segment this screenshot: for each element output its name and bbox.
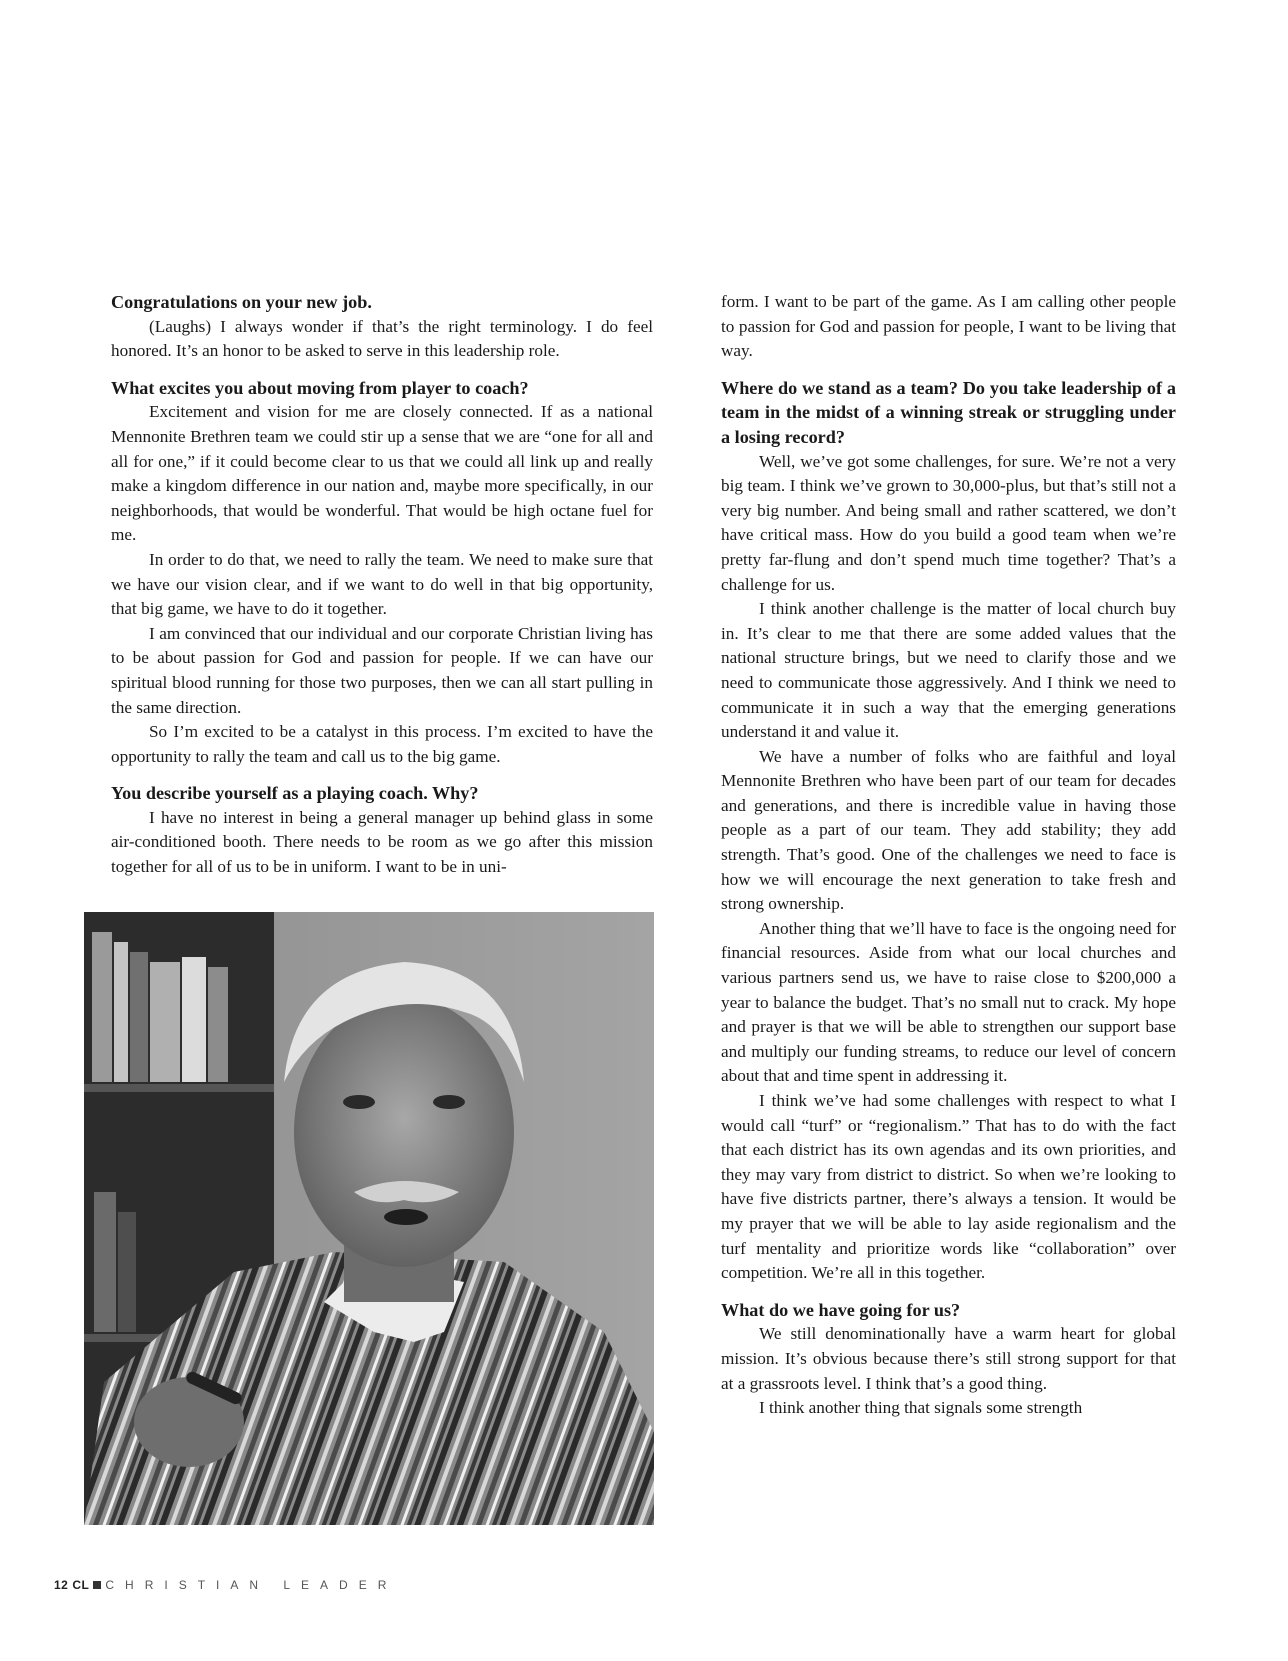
portrait-photo	[84, 912, 654, 1525]
interview-question: Where do we stand as a team? Do you take leadership of a team in the midst of a winning streak or struggling under a losing record?	[721, 377, 1176, 447]
interview-question: You describe yourself as a playing coach. Why?	[111, 783, 479, 804]
magazine-name: CHRISTIAN LEADER	[105, 1578, 398, 1592]
answer-paragraph: (Laughs) I always wonder if that’s the right terminology. I do feel honored. It’s an honor to be asked to serve in this leadership role.	[111, 316, 653, 361]
right-column	[721, 290, 1176, 1421]
interview-question: What do we have going for us?	[721, 1299, 961, 1320]
answer-paragraph: Excitement and vision for me are closely connected. If as a national Mennonite Brethren team we could stir up a sense that we are “one for all and all for one,” if it could become clear to us that we could all link up and really make a kingdom difference in our nation and, maybe more specifically, in our neighborhoods, that would be wonderful. That would be high octane fuel for me.	[111, 402, 653, 545]
interview-question: What excites you about moving from player to coach?	[111, 377, 529, 398]
interview-question: Congratulations on your new job.	[111, 292, 372, 312]
page-footer	[54, 1578, 397, 1592]
footer-square-icon	[93, 1581, 101, 1589]
answer-paragraph: So I’m excited to be a catalyst in this process. I’m excited to have the opportunity to rally the team and call us to the big game.	[111, 722, 653, 766]
magazine-abbrev: CL	[72, 1578, 90, 1592]
answer-paragraph: I have no interest in being a general manager up behind glass in some air-conditioned booth. There needs to be room as we go after this mission together for all of us to be in uniform. I want to be in uni-	[111, 807, 653, 877]
answer-paragraph: I think another challenge is the matter of local church buy in. It’s clear to me that there are some added values that the national structure brings, but we need to clarify those and we need to communicate those aggressively. And I think we need to communicate it in such a way that the emerging generations understand it and value it.	[721, 599, 1176, 742]
page-number: 12	[54, 1578, 69, 1592]
answer-paragraph: I think we’ve had some challenges with respect to what I would call “turf” or “regionalism.” That has to do with the fact that each district has its own agendas and its own priorities, and they may vary from district to district. So when we’re looking to have five districts partner, there’s always a tension. It would be my prayer that we will be able to lay aside regionalism and the turf mentality and prioritize words like “collaboration” over competition. We’re all in this together.	[721, 1091, 1176, 1283]
answer-paragraph: Another thing that we’ll have to face is the ongoing need for financial resources. Aside from what our local churches and various partners send us, we have to raise close to $200,000 a year to balance the budget. That’s no small nut to crack. My hope and prayer is that we will be able to strengthen our support base and multiply our funding streams, to reduce our level of concern about that and time spent in addressing it.	[721, 918, 1176, 1086]
left-column	[111, 290, 653, 880]
answer-paragraph: We still denominationally have a warm heart for global mission. It’s obvious because there’s still strong support for that at a grassroots level. I think that’s a good thing.	[721, 1324, 1176, 1393]
answer-paragraph: In order to do that, we need to rally the team. We need to make sure that we have our vision clear, and if we want to do well in that big opportunity, that big game, we have to do it together.	[111, 549, 653, 619]
answer-paragraph: I think another thing that signals some strength	[759, 1398, 1083, 1418]
answer-paragraph: I am convinced that our individual and our corporate Christian living has to be about passion for God and passion for people. If we can have our spiritual blood running for those two purposes, then we can all start pulling in the same direction.	[111, 623, 653, 717]
answer-paragraph: Well, we’ve got some challenges, for sure. We’re not a very big team. I think we’ve grown to 30,000-plus, but that’s still not a very big number. And being small and rather scattered, we don’t have critical mass. How do you build a good team when we’re pretty far-flung and don’t spend much time together? That’s a challenge for us.	[721, 451, 1176, 594]
answer-paragraph: form. I want to be part of the game. As I am calling other people to passion for God and passion for people, I want to be living that way.	[721, 292, 1176, 361]
answer-paragraph: We have a number of folks who are faithful and loyal Mennonite Brethren who have been part of our team for decades and generations, and there is incredible value in having those people as a part of our team. They add stability; they add strength. That’s good. One of the challenges we need to face is how we will encourage the next generation to take fresh and strong ownership.	[721, 746, 1176, 914]
